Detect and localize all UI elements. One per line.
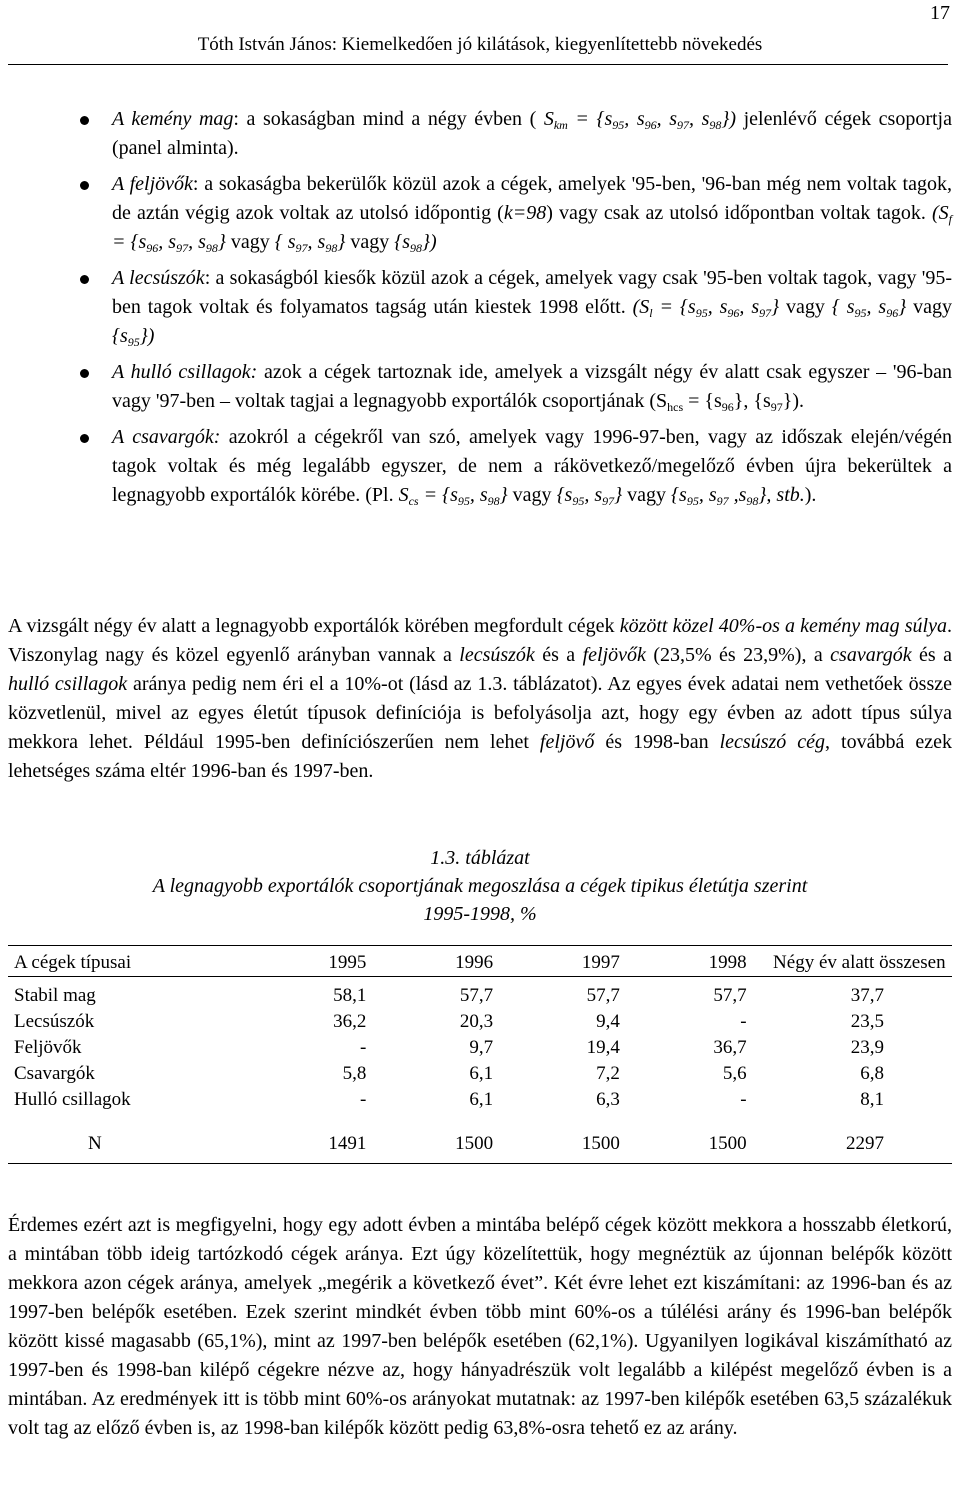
table-cell: 57,7 xyxy=(386,977,513,1010)
term: A kemény mag xyxy=(112,108,234,130)
table-cell: 57,7 xyxy=(513,977,640,1010)
lifecycle-distribution-table xyxy=(8,945,952,1164)
table-cell: Stabil mag xyxy=(8,977,260,1010)
table-row xyxy=(8,1009,952,1035)
list-item: A lecsúszók: a sokaságból kiesők közül azok a cégek, amelyek vagy csak '95-ben voltak tagok, vagy '95-ben tagok voltak és folyamatos tagság után kiestek 1998 előtt. ($S_l = \{s_{95}$, $s_{96}$, $s_{97}$} vagy { $s_{95}$, $s_{96}$} vagy $\{s_{95}\}$) xyxy=(0,264,960,351)
term: A csavargók: xyxy=(112,426,221,448)
table-cell: 6,1 xyxy=(469,1089,494,1110)
table-cell: - xyxy=(360,1089,367,1110)
column-header: 1995 xyxy=(328,952,367,973)
table-cell: 57,7 xyxy=(640,977,767,1010)
bullet-icon xyxy=(80,275,89,284)
table-cell: 23,9 xyxy=(850,1037,884,1058)
table-number: 1.3. táblázat xyxy=(430,847,530,869)
table-row xyxy=(8,1035,952,1061)
table-cell: Csavargók xyxy=(14,1063,95,1084)
term: A feljövők xyxy=(112,173,193,195)
table-cell: 1500 xyxy=(640,1113,767,1164)
table-row xyxy=(8,1087,952,1113)
formula: ($S_f = \{s_{96}$, $s_{97}$, $s_{98}$} xyxy=(112,202,952,255)
table-cell: 6,1 xyxy=(469,1063,494,1084)
text: azokról a cégekről van szó, amelyek vagy 1996-97-ben, vagy az időszak elején/végén tagok voltak és még legalább egyszer, de nem a rákövetkező/megelőző évben újra bekerültek a legnagyobb exportálók körébe. (Pl. xyxy=(112,426,952,506)
table-cell: 20,3 xyxy=(459,1011,494,1032)
body-paragraph-2: Érdemes ezért azt is megfigyelni, hogy egy adott évben a mintába belépő cégek között mekkora a hosszabb életkorú, a mintában több ideig tartózkodó cégek aránya. Ezt úgy közelítettük, hogy megnéztük az újonnan belépők között mekkora azon cégek aránya, amelyek „megérik a következő évet”. Két évre lehet ezt kiszámítani: az 1996-ban és az 1997-ben belépők esetében. Ezek szerint mindkét évben több mint 60%-os a túlélési arány és 1996-ban belépők között kissé magasabb (65,1%), mint az 1997-ben belépők esetében (62,1%). Ugyanilyen logikával kiszámítható az 1997-ben és 1998-ban kilépő cégekre nézve az, hogy hányadrészük volt legalább a kilépést megelőző évben is a mintában. Az eredmények itt is több mint 60%-os arányokat mutatnak: az 1997-ben kilépők esetében 63,5 százalékuk volt tag az előző évben is, az 1998-ban kilépők között pedig 63,8%-osra tehető ez az arány. xyxy=(8,1214,952,1439)
list-item: A csavargók: azokról a cégekről van szó, amelyek vagy 1996-97-ben, vagy az időszak elején/végén tagok voltak és még legalább egyszer, de nem a rákövetkező/megelőző évben újra bekerültek a legnagyobb exportálók körébe. (Pl. $S_{cs} = \{s_{95}$, $s_{98}$} vagy {$s_{95}$, $s_{97}$} vagy {$s_{95}$, $s_{97}$ $,s_{98}$}, stb.). xyxy=(0,423,960,510)
table-cell: 1491 xyxy=(260,1113,387,1164)
table-cell: 36,7 xyxy=(713,1037,747,1058)
column-header: 1997 xyxy=(581,952,620,973)
table-cell: Lecsúszók xyxy=(14,1011,95,1032)
column-header: 1998 xyxy=(708,952,747,973)
bullet-icon xyxy=(80,434,89,443)
column-header: A cégek típusai xyxy=(14,952,132,973)
table-cell: 37,7 xyxy=(767,977,952,1010)
formula: $S_{hcs} = \{s_{96}\}$, $\{s_{97}\}$). xyxy=(656,390,805,414)
text: ) vagy csak az utolsó időpontban voltak tagok. xyxy=(546,202,932,224)
formula: $S_{km} = \{s_{95}$, $s_{96}$, $s_{97}$, $s_{98}$}) xyxy=(543,108,737,132)
table-cell: 1500 xyxy=(386,1113,513,1164)
list-item xyxy=(0,358,960,416)
text: jelenlévő cégek csoportja (panel alminta). xyxy=(112,108,952,159)
table-cell: 19,4 xyxy=(586,1037,620,1058)
formula: ($S_l = \{s_{95}$, $s_{96}$, $s_{97}$} xyxy=(632,296,780,320)
table-cell: 23,5 xyxy=(850,1011,884,1032)
table-row xyxy=(8,1061,952,1087)
list-item xyxy=(0,105,960,163)
table-header-row xyxy=(8,946,952,977)
table-cell: 9,4 xyxy=(596,1011,620,1032)
table-cell: 6,8 xyxy=(860,1063,884,1084)
table-footer-row xyxy=(8,1113,952,1164)
table-cell: 36,2 xyxy=(333,1011,367,1032)
body-paragraph-1: A vizsgált négy év alatt a legnagyobb exportálók körében megfordult cégek között közel 40%-os a kemény mag súlya. Viszonylag nagy és közel egyenlő arányban vannak a lecsúszók és a feljövők (23,5% és 23,9%), a csavargók és a hulló csillagok aránya pedig nem éri el a 10%-ot (lásd az 1.3. táblázatot). Az egyes évek adatai nem vethetőek össze közvetlenül, mivel az egyes életút típusok definíciója is befolyásolja azt, hogy egy évben az adott típus súlya mekkora lehet. Például 1995-ben definíciószerűen nem lehet feljövő és 1998-ban lecsúszó cég, továbbá ezek lehetséges száma eltér 1996-ban és 1997-ben. xyxy=(8,615,952,782)
bullet-icon xyxy=(80,116,89,125)
column-header: 1996 xyxy=(455,952,494,973)
header-rule xyxy=(8,64,948,65)
text: : a sokaságba bekerülők közül azok a cégek, amelyek '95-ben, '96-ban még nem voltak tagok, de aztán végig azok voltak az utolsó időpontig ( xyxy=(112,173,952,224)
table-cell: - xyxy=(740,1089,747,1110)
bullet-icon xyxy=(80,369,89,378)
text: : a sokaságból kiesők közül azok a cégek, amelyek vagy csak '95-ben voltak tagok, vagy '95-ben tagok voltak és folyamatos tagság után kiestek 1998 előtt. xyxy=(112,267,952,318)
page-number: 17 xyxy=(930,2,950,24)
running-title: Tóth István János: Kiemelkedően jó kilátások, kiegyenlítettebb növekedés xyxy=(197,34,763,55)
table-cell: 58,1 xyxy=(260,977,387,1010)
table-title: A legnagyobb exportálók csoportjának megoszlása a cégek tipikus életútja szerint xyxy=(152,875,808,897)
table-cell: 6,3 xyxy=(596,1089,620,1110)
term: A lecsúszók xyxy=(112,267,205,289)
table-cell: Feljövők xyxy=(14,1037,82,1058)
table-period: 1995-1998, % xyxy=(423,903,537,925)
table-cell: 7,2 xyxy=(596,1063,620,1084)
term: A hulló csillagok: xyxy=(112,361,258,383)
lifecycle-type-list xyxy=(0,105,960,517)
table-cell: 5,8 xyxy=(342,1063,367,1084)
k-value: k=98 xyxy=(503,202,547,224)
table-cell: 2297 xyxy=(767,1113,952,1164)
bullet-icon xyxy=(80,181,89,190)
column-header: Négy év alatt összesen xyxy=(773,952,946,973)
table-caption xyxy=(0,844,960,928)
table-cell: 5,6 xyxy=(722,1063,747,1084)
table-cell: 8,1 xyxy=(860,1089,884,1110)
table-cell: - xyxy=(360,1037,367,1058)
table-cell: N xyxy=(8,1113,260,1164)
table-cell: 9,7 xyxy=(469,1037,494,1058)
table-cell: 1500 xyxy=(513,1113,640,1164)
table-cell: Hulló csillagok xyxy=(14,1089,131,1110)
text: : a sokaságban mind a négy évben ( xyxy=(233,108,544,130)
table-cell: - xyxy=(740,1011,747,1032)
formula: $S_{cs} = \{s_{95}$, $s_{98}$} xyxy=(398,484,508,508)
text: azok a cégek tartoznak ide, amelyek a vizsgált négy év alatt csak egyszer – '96-ban vagy '97-ben – voltak tagjai a legnagyobb exportálók csoportjának ( xyxy=(112,361,953,412)
list-item: A feljövők: a sokaságba bekerülők közül azok a cégek, amelyek '95-ben, '96-ban még nem voltak tagok, de aztán végig azok voltak az utolsó időpontig (k=98) vagy csak az utolsó időpontban voltak tagok. ($S_f = \{s_{96}$, $s_{97}$, $s_{98}$} vagy { $s_{97}$, $s_{98}$} vagy $\{s_{98}\}$) xyxy=(0,170,960,257)
table-row xyxy=(8,977,952,1010)
